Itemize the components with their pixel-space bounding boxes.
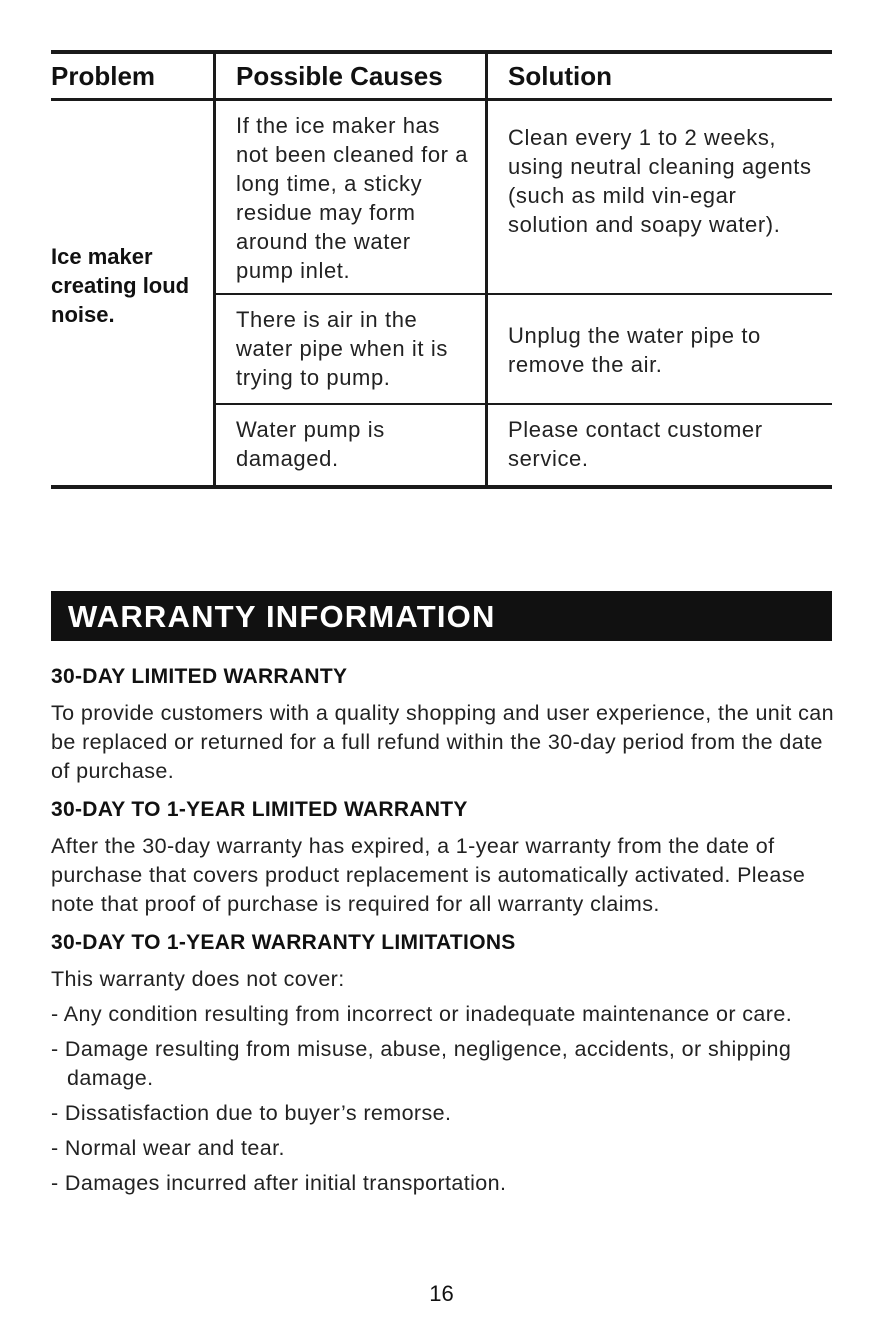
- table-row: [213, 293, 832, 403]
- cause-solution-rows: [213, 101, 832, 485]
- page-number: 16: [429, 1281, 454, 1306]
- warranty-section: [51, 664, 841, 1204]
- section-text: To provide customers with a quality shopping and user experience, the unit can be replaced or returned for a full refund within the 30-day period from the date of purchase.: [51, 701, 834, 783]
- header-solution: Solution: [485, 54, 832, 98]
- header-possible-causes: Possible Causes: [213, 54, 485, 98]
- list-item: - Dissatisfaction due to buyer’s remorse.: [51, 1101, 452, 1125]
- warranty-banner: WARRANTY INFORMATION: [51, 591, 832, 641]
- cause-cell: Water pump is damaged.: [213, 405, 485, 485]
- troubleshooting-table-container: [51, 50, 832, 489]
- solution-cell: Clean every 1 to 2 weeks, using neutral cleaning agents (such as mild vin-egar solution and soapy water).: [485, 101, 832, 293]
- solution-cell: Unplug the water pipe to remove the air.: [485, 295, 832, 403]
- solution-cell: Please contact customer service.: [485, 405, 832, 485]
- list-item: - Normal wear and tear.: [51, 1136, 285, 1160]
- list-item: - Damage resulting from misuse, abuse, negligence, accidents, or shipping damage.: [51, 1037, 792, 1090]
- header-problem: Problem: [51, 61, 156, 91]
- problem-text: Ice maker creating loud noise.: [51, 243, 190, 327]
- list-item: - Damages incurred after initial transportation.: [51, 1171, 507, 1195]
- table-body: [51, 101, 832, 485]
- section-heading: 30-DAY TO 1-YEAR WARRANTY LIMITATIONS: [51, 931, 516, 954]
- section-text: This warranty does not cover:: [51, 967, 345, 991]
- cause-cell: There is air in the water pipe when it is trying to pump.: [213, 295, 485, 403]
- section-text: After the 30-day warranty has expired, a 1-year warranty from the date of purchase that covers product replacement is automatically activated. Please note that proof of purchase is required for all warranty claims.: [51, 834, 806, 916]
- troubleshooting-table: [51, 50, 832, 489]
- limitations-list: [51, 1000, 841, 1198]
- table-header-row: [51, 54, 832, 101]
- cause-cell: If the ice maker has not been cleaned for a long time, a sticky residue may form around the water pump inlet.: [213, 101, 485, 293]
- table-row: [213, 403, 832, 485]
- section-heading: 30-DAY TO 1-YEAR LIMITED WARRANTY: [51, 798, 468, 821]
- section-heading: 30-DAY LIMITED WARRANTY: [51, 665, 348, 688]
- problem-cell: [51, 101, 213, 485]
- list-item: - Any condition resulting from incorrect or inadequate maintenance or care.: [51, 1002, 793, 1026]
- table-row: [213, 101, 832, 293]
